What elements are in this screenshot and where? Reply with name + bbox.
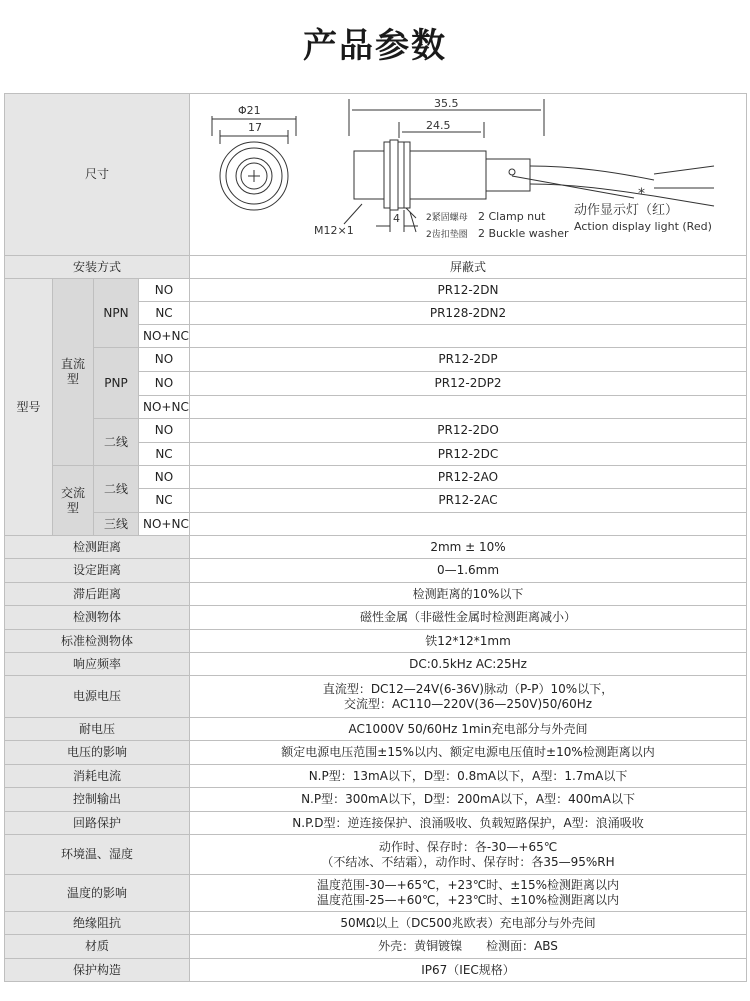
model-row (5, 348, 747, 372)
spec-value-line: （不结冰、不结霜），动作时、保存时：各35—95%RH (321, 854, 615, 869)
ac-type-label: 交流型 (53, 466, 94, 536)
model-value: PR12-2DN (190, 279, 747, 302)
gap-dimension: 4 (393, 211, 401, 225)
model-value: PR12-2AC (190, 489, 747, 513)
spec-value: IP67（IEC规格） (190, 959, 747, 982)
spec-row (5, 741, 747, 765)
clamp-nut-cn: 2紧固螺母 (426, 212, 468, 223)
spec-row (5, 583, 747, 606)
spec-label: 消耗电流 (5, 765, 190, 788)
spec-label: 响应频率 (5, 653, 190, 676)
spec-label: 绝缘阻抗 (5, 912, 190, 935)
model-value: PR128-2DN2 (190, 302, 747, 325)
output-type: NC (139, 443, 190, 466)
model-value: PR12-2DP2 (190, 372, 747, 396)
spec-label: 控制输出 (5, 788, 190, 812)
spec-value: 0—1.6mm (190, 559, 747, 583)
ac-three-wire-label: 三线 (94, 513, 139, 536)
spec-value: AC1000V 50/60Hz 1min充电部分与外壳间 (190, 718, 747, 741)
spec-label: 标准检测物体 (5, 630, 190, 653)
spec-value: N.P.D型：逆连接保护、浪涌吸收、负载短路保护，A型：浪涌吸收 (190, 812, 747, 835)
spec-value: 外壳：黄铜镀镍 检测面：ABS (190, 935, 747, 959)
page-title: 产品参数 (303, 26, 447, 66)
width-dimension: 17 (248, 120, 263, 134)
model-row (5, 419, 747, 443)
output-type: NO+NC (139, 513, 190, 536)
model-row (5, 513, 747, 536)
spec-label: 电压的影响 (5, 741, 190, 765)
spec-value-multiline (190, 676, 747, 718)
spec-value-line: 温度范围-25—+60℃，+23℃时、±10%检测距离以内 (317, 893, 619, 907)
clamp-nut-en: 2 Clamp nut (478, 209, 546, 223)
spec-value-multiline (190, 835, 747, 875)
body-length-dimension: 24.5 (426, 118, 451, 132)
model-value: PR12-2AO (190, 466, 747, 489)
mount-row (5, 256, 747, 279)
spec-value: 检测距离的10%以下 (190, 583, 747, 606)
model-label: 型号 (5, 279, 53, 536)
model-value: PR12-2DP (190, 348, 747, 372)
spec-row (5, 559, 747, 583)
spec-label: 检测距离 (5, 536, 190, 559)
led-label-en: Action display light (Red) (574, 219, 712, 233)
spec-row (5, 812, 747, 835)
spec-value: 2mm ± 10% (190, 536, 747, 559)
spec-label: 温度的影响 (5, 875, 190, 912)
spec-row (5, 935, 747, 959)
output-type: NC (139, 302, 190, 325)
spec-value: 50MΩ以上（DC500兆欧表）充电部分与外壳间 (190, 912, 747, 935)
spec-label: 电源电压 (5, 676, 190, 718)
npn-label: NPN (94, 279, 139, 348)
dc-two-wire-label: 二线 (94, 419, 139, 466)
output-type: NO (139, 279, 190, 302)
output-type: NC (139, 489, 190, 513)
spec-table (4, 93, 747, 982)
dimension-drawing-cell (190, 94, 747, 256)
spec-value-multiline (190, 875, 747, 912)
model-value: PR12-2DO (190, 419, 747, 443)
spec-label: 保护构造 (5, 959, 190, 982)
spec-row (5, 875, 747, 912)
output-type: NO+NC (139, 325, 190, 348)
spec-row (5, 676, 747, 718)
mount-value: 屏蔽式 (190, 256, 747, 279)
spec-row (5, 536, 747, 559)
spec-value-line: 直流型：DC12—24V(6-36V)脉动（P-P）10%以下， (322, 681, 614, 696)
led-label-cn: 动作显示灯（红） (574, 202, 679, 218)
spec-value-line: 交流型：AC110—220V(36—250V)50/60Hz (343, 696, 593, 711)
spec-label: 回路保护 (5, 812, 190, 835)
washer-en: 2 Buckle washer (478, 226, 569, 240)
model-value: PR12-2DC (190, 443, 747, 466)
phi-dimension: Φ21 (238, 103, 261, 117)
model-value (190, 513, 747, 536)
spec-value: 磁性金属（非磁性金属时检测距离减小） (190, 606, 747, 630)
model-value (190, 325, 747, 348)
output-type: NO (139, 466, 190, 489)
spec-row (5, 630, 747, 653)
spec-value-line: 温度范围-30—+65℃，+23℃时、±15%检测距离以内 (317, 878, 619, 892)
output-type: NO (139, 348, 190, 372)
spec-value: N.P型：300mA以下，D型：200mA以下，A型：400mA以下 (190, 788, 747, 812)
washer-cn: 2齿扣垫圈 (426, 229, 468, 240)
spec-row (5, 718, 747, 741)
total-length-dimension: 35.5 (434, 96, 459, 110)
ac-two-wire-label: 二线 (94, 466, 139, 513)
spec-row (5, 912, 747, 935)
output-type: NO (139, 419, 190, 443)
spec-value: N.P型：13mA以下，D型：0.8mA以下，A型：1.7mA以下 (190, 765, 747, 788)
pnp-label: PNP (94, 348, 139, 419)
spec-row (5, 959, 747, 982)
output-type: NO (139, 372, 190, 396)
spec-value: 额定电源电压范围±15%以内、额定电源电压值时±10%检测距离以内 (190, 741, 747, 765)
model-row (5, 466, 747, 489)
model-row (5, 279, 747, 302)
spec-row (5, 653, 747, 676)
spec-label: 环境温、湿度 (5, 835, 190, 875)
spec-label: 检测物体 (5, 606, 190, 630)
spec-label: 设定距离 (5, 559, 190, 583)
spec-label: 耐电压 (5, 718, 190, 741)
dimension-row (5, 94, 747, 256)
spec-row (5, 788, 747, 812)
output-type: NO+NC (139, 396, 190, 419)
spec-value: DC:0.5kHz AC:25Hz (190, 653, 747, 676)
thread-label: M12×1 (314, 223, 354, 237)
dimension-label: 尺寸 (5, 94, 190, 256)
spec-row (5, 765, 747, 788)
mount-label: 安装方式 (5, 256, 190, 279)
dimension-drawing (194, 96, 743, 254)
led-star: * (638, 185, 646, 202)
spec-label: 滞后距离 (5, 583, 190, 606)
model-value (190, 396, 747, 419)
spec-label: 材质 (5, 935, 190, 959)
dc-type-label: 直流型 (53, 279, 94, 466)
spec-value: 铁12*12*1mm (190, 630, 747, 653)
spec-row (5, 606, 747, 630)
spec-row (5, 835, 747, 875)
spec-value-line: 动作时、保存时：各-30—+65℃ (378, 839, 558, 854)
